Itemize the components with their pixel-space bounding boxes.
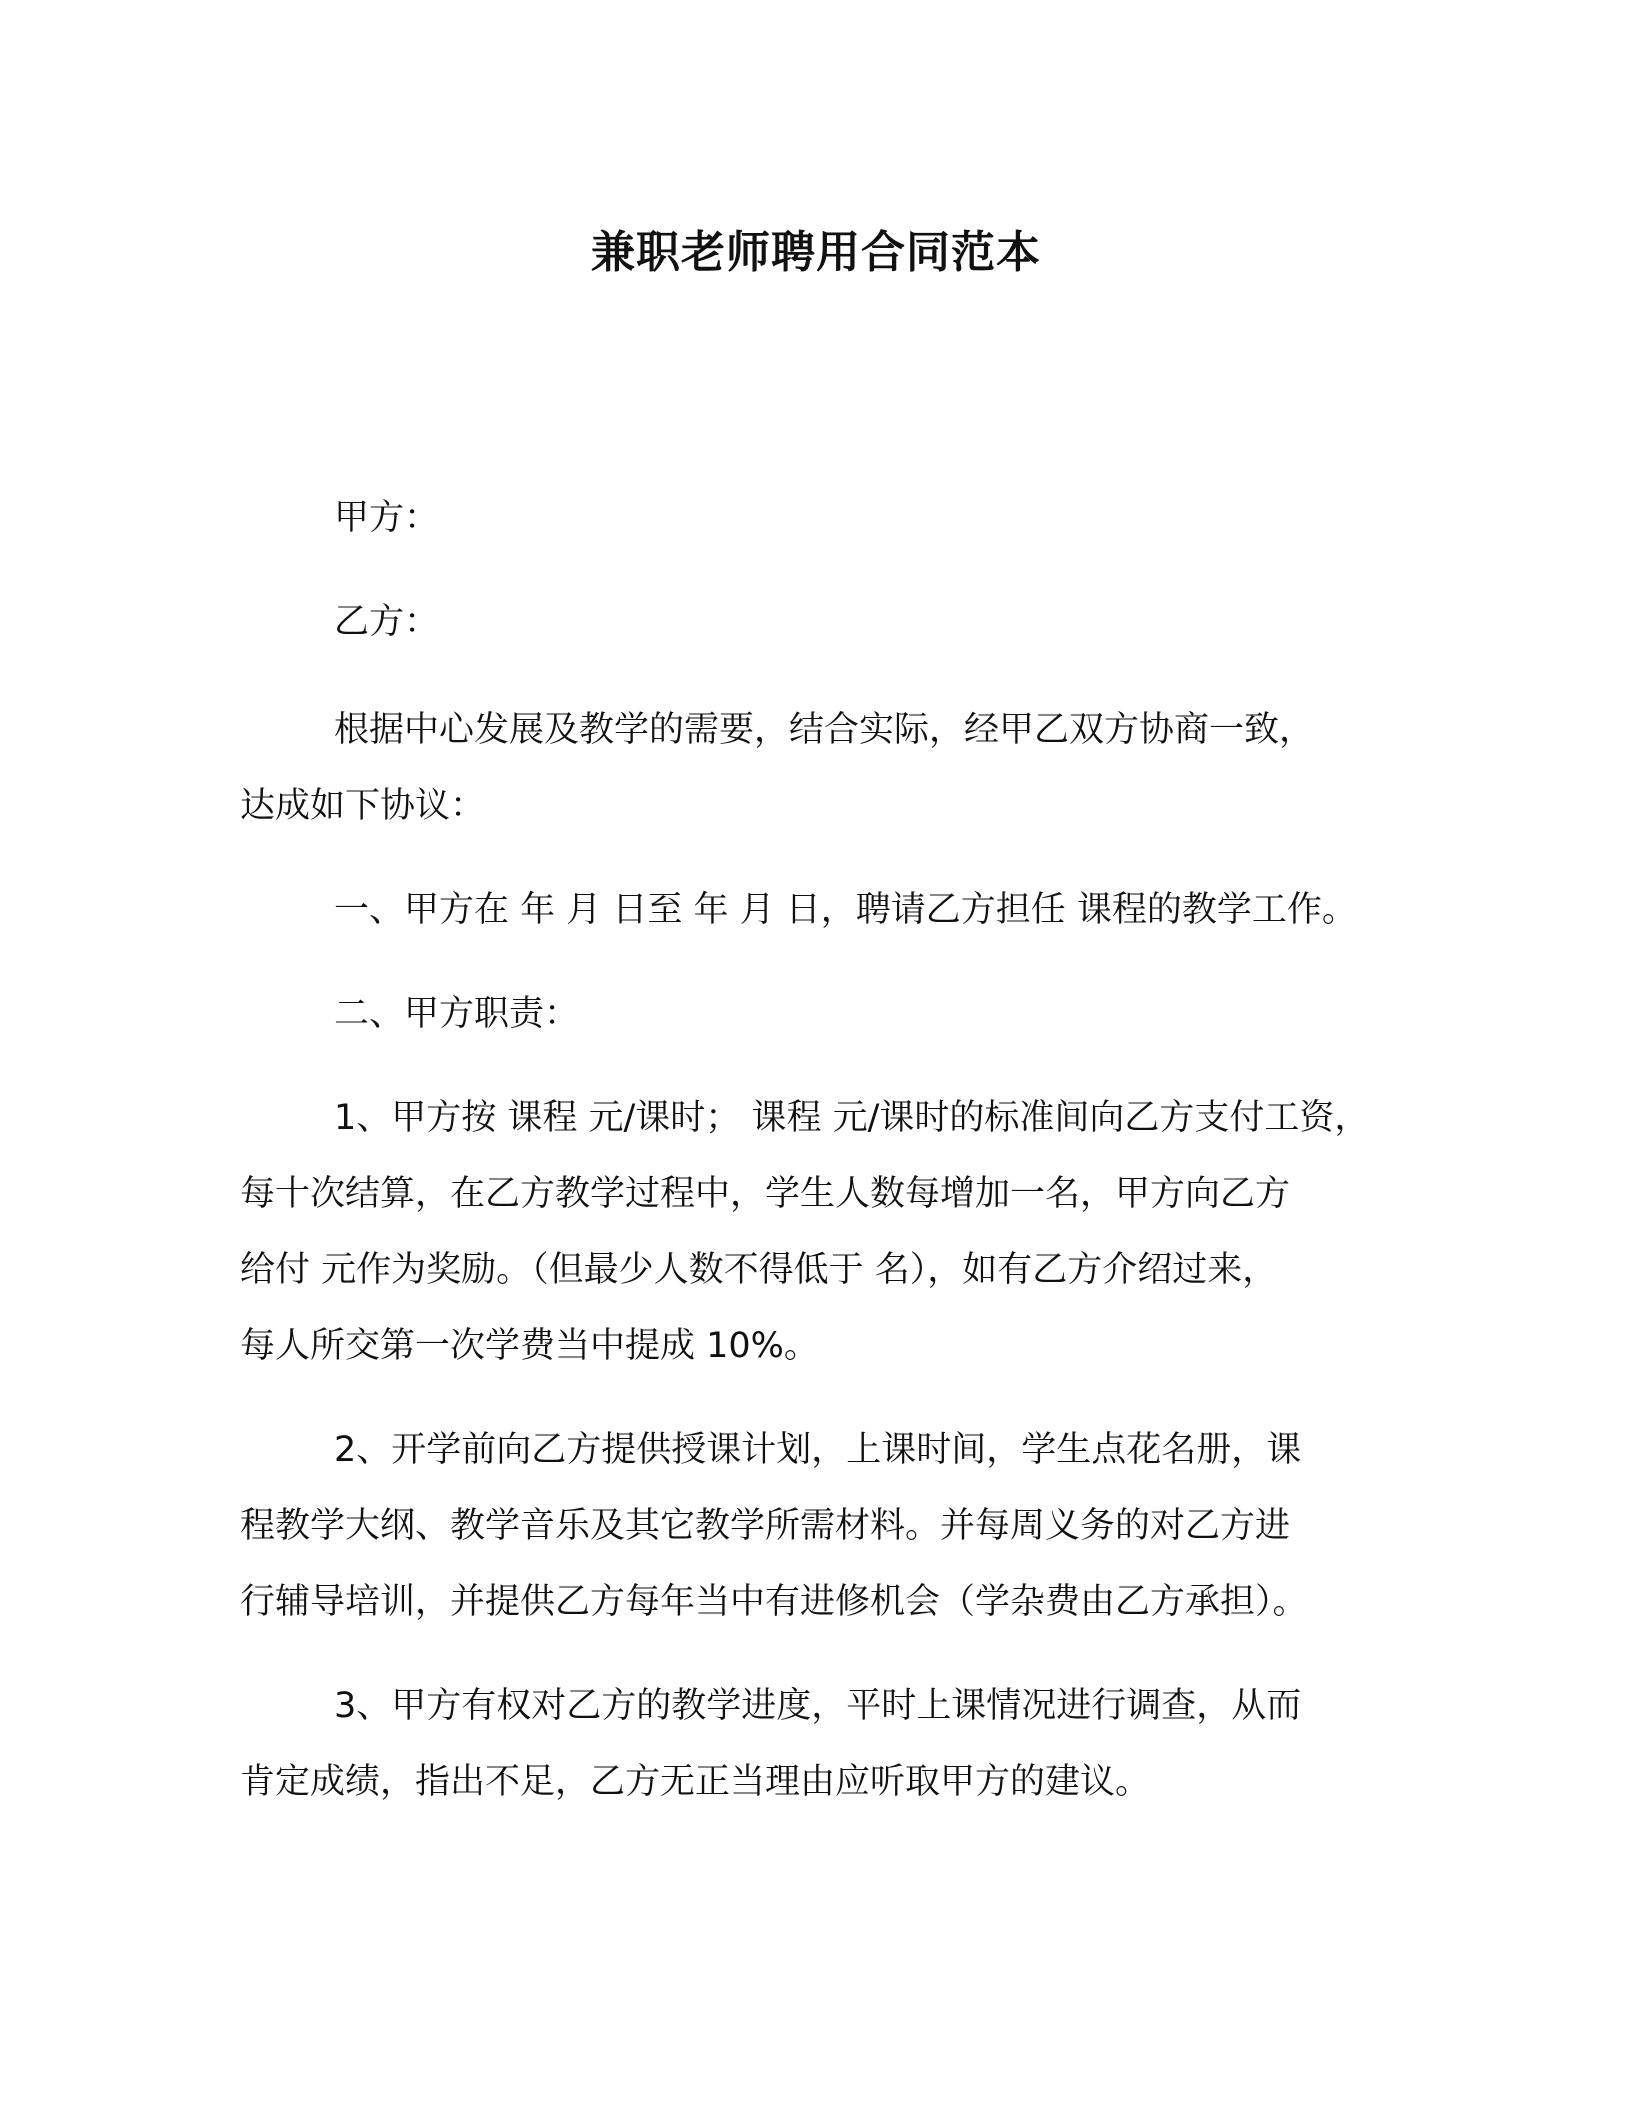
duty-item-2-line: 程教学大纲、教学音乐及其它教学所需材料。并每周义务的对乙方进 [240, 1506, 1291, 1546]
intro-line: 达成如下协议： [240, 786, 486, 826]
intro-paragraph [240, 692, 1400, 844]
duty-item-1 [240, 1080, 1400, 1384]
clause-2-heading [240, 976, 1400, 1052]
duty-item-1-line: 每十次结算，在乙方教学过程中，学生人数每增加一名，甲方向乙方 [240, 1174, 1291, 1214]
party-b-text: 乙方： [334, 602, 440, 642]
duty-item-3 [240, 1668, 1400, 1820]
clause-2-heading-text: 二、甲方职责： [334, 994, 580, 1034]
duty-item-1-line: 1、甲方按 课程 元/课时； 课程 元/课时的标准间向乙方支付工资， [334, 1098, 1370, 1138]
party-b-label [240, 584, 1400, 660]
clause-1 [240, 872, 1400, 948]
duty-item-2-line: 行辅导培训，并提供乙方每年当中有进修机会（学杂费由乙方承担）。 [240, 1582, 1308, 1622]
duty-item-2-line: 2、开学前向乙方提供授课计划，上课时间，学生点花名册，课 [334, 1430, 1302, 1470]
intro-line: 根据中心发展及教学的需要，结合实际，经甲乙双方协商一致， [334, 710, 1315, 750]
party-a-label [240, 480, 1400, 556]
duty-item-3-line: 3、甲方有权对乙方的教学进度，平时上课情况进行调查，从而 [334, 1686, 1302, 1726]
duty-item-1-line: 每人所交第一次学费当中提成 10%。 [240, 1326, 819, 1366]
duty-item-3-line: 肯定成绩，指出不足，乙方无正当理由应听取甲方的建议。 [240, 1762, 1151, 1802]
document-title: 兼职老师聘用合同范本 [591, 227, 1041, 278]
duty-item-1-line: 给付 元作为奖励。（但最少人数不得低于 名），如有乙方介绍过来， [240, 1250, 1278, 1290]
duty-item-2 [240, 1412, 1400, 1640]
party-a-text: 甲方： [334, 498, 440, 538]
clause-1-text: 一、甲方在 年 月 日至 年 月 日，聘请乙方担任 课程的教学工作。 [334, 890, 1357, 930]
